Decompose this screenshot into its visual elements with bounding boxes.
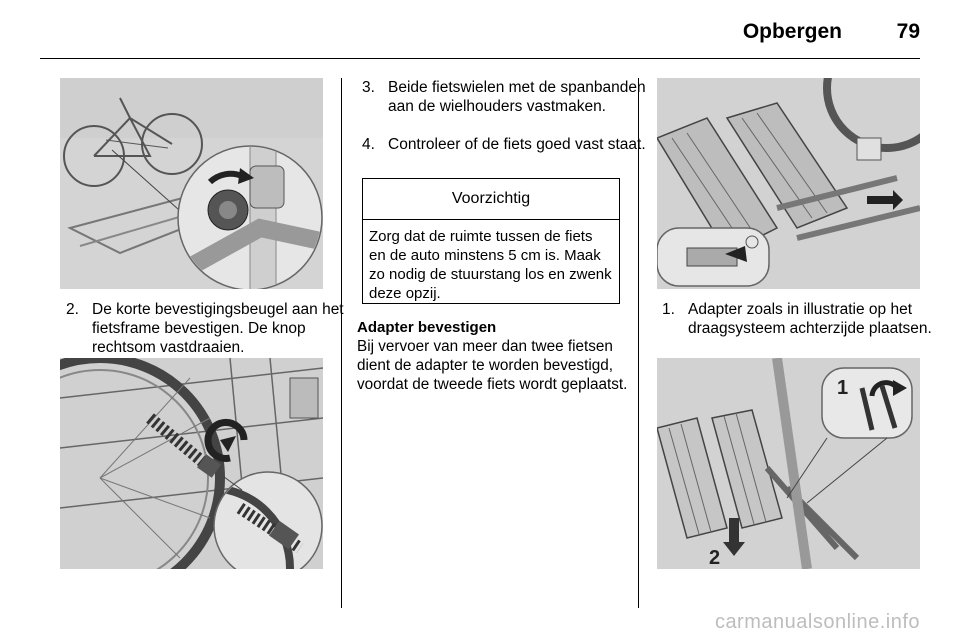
figure-label-1: 1 <box>837 377 849 399</box>
step-3-text: Beide fietswielen met de spanbanden aan de wielhouders vastmaken. <box>388 79 646 115</box>
step-4-text: Controleer of de fiets goed vast staat. <box>388 136 646 153</box>
step-3 <box>362 78 650 116</box>
caution-body: Zorg dat de ruimte tussen de fiets en de auto minstens 5 cm is. Maak zo nodig de stuurstang los en zwenk deze opzij. <box>369 228 612 302</box>
illustration-bike-bracket <box>60 78 323 289</box>
step-3-number: 3. <box>362 79 375 96</box>
illustration-wheel-strap <box>60 358 323 569</box>
step-4 <box>362 135 650 154</box>
step-2 <box>66 300 354 357</box>
step-4-number: 4. <box>362 136 375 153</box>
caution-title: Voorzichtig <box>363 179 619 220</box>
header-rule <box>40 58 920 59</box>
step-2-text: De korte bevestigingsbeugel aan het fietsframe bevestigen. De knop rechtsom vastdraaien. <box>92 301 344 356</box>
watermark: carmanualsonline.info <box>714 611 920 633</box>
figure-label-2: 2 <box>709 547 721 569</box>
step-1-number: 1. <box>662 301 675 318</box>
step-1 <box>662 300 950 338</box>
section-heading: Adapter bevestigen <box>357 319 497 336</box>
caution-box <box>362 178 620 304</box>
illustration-wheel-holders <box>657 78 920 289</box>
step-1-text: Adapter zoals in illustratie op het draagsysteem achterzijde plaatsen. <box>688 301 932 337</box>
illustration-adapter <box>657 358 920 569</box>
page-number: 79 <box>896 20 920 43</box>
section-body: Bij vervoer van meer dan twee fietsen dient de adapter te worden bevestigd, voordat de tweede fiets wordt geplaatst. <box>357 338 628 393</box>
step-2-number: 2. <box>66 301 79 318</box>
column-divider-right <box>638 78 639 608</box>
section-title: Opbergen <box>742 20 842 43</box>
